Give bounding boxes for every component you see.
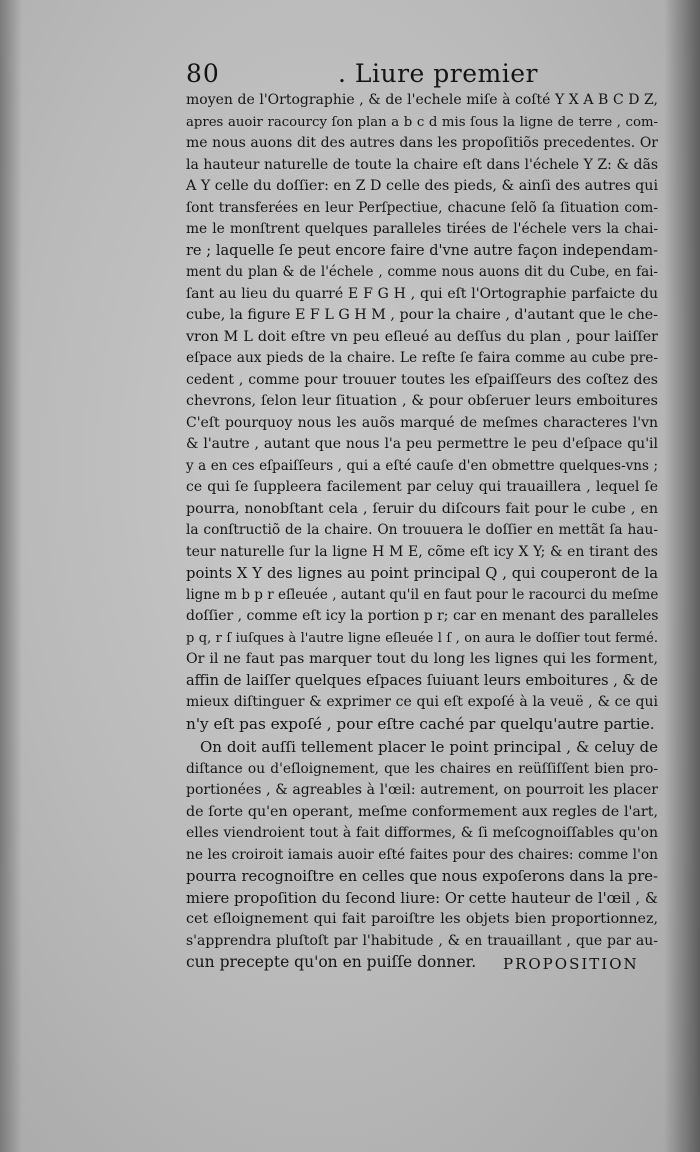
text-line: & l'autre , autant que nous l'a peu permettre le peu d'eſpace qu'il [186,436,658,452]
text-line: pourra recognoiſtre en celles que nous expoſerons dans la pre- [186,868,658,885]
text-line: s'apprendra pluſtoſt par l'habitude , & en trauaillant , que par au- [186,932,658,949]
text-line: miere propoſition du ſecond liure: Or cette hauteur de l'œil , & [186,889,658,907]
text-line: ce qui ſe ſuppleera facilement par celuy qui trauaillera , lequel ſe [186,479,658,495]
text-line: vron M L doit eſtre vn peu eſleué au deſſus du plan , pour laiſſer [186,328,658,345]
text-line: On doit auſſi tellement placer le point principal , & celuy de [200,738,658,756]
page-header [186,58,656,90]
text-line: cun precepte qu'on en puiſſe donner. [186,953,477,971]
text-line: cedent , comme pour trouuer toutes les eſpaiſſeurs des coſtez des [186,371,658,388]
text-line: de ſorte qu'en operant, meſme conformement aux regles de l'art, [186,803,658,820]
running-title: . Liure premier [338,59,538,88]
text-line: ſant au lieu du quarré E F G H , qui eſt l'Ortographie parfaicte du [186,285,658,302]
text-line: pourra, nonobſtant cela , ſeruir du diſcours fait pour le cube , en [186,500,658,517]
paragraph-2 [186,737,658,974]
text-line: apres auoir racourcy ſon plan a b c d mis ſous la ligne de terre , com- [186,114,658,130]
text-line: ne les croiroit iamais auoir eſté faites pour des chaires: comme l'on [186,846,658,863]
text-line: la conſtructiõ de la chaire. On trouuera le doſſier en mettãt ſa hau- [186,522,658,538]
text-line: points X Y des lignes au point principal Q , qui couperont de la [186,565,658,582]
text-line: diſtance ou d'eſloignement, que les chaires en reüſſiſſent bien pro- [186,760,658,777]
text-line: C'eſt pourquoy nous les auõs marqué de meſmes characteres l'vn [186,414,658,431]
text-line: cube, la figure E F L G H M , pour la chaire , d'autant que le che- [186,307,658,323]
text-line: Or il ne faut pas marquer tout du long les lignes qui les forment, [186,651,658,667]
page-number: 80 [186,59,220,88]
text-line: elles viendroient tout à fait difformes, & ſi meſcognoiſſables qu'on [186,825,658,841]
text-line: teur naturelle ſur la ligne H M E, cõme eſt icy X Y; & en tirant des [186,543,658,560]
catchword: PROPOSITION [503,955,639,973]
text-line: eſpace aux pieds de la chaire. Le reſte ſe faira comme au cube pre- [186,350,658,366]
text-line: me nous auons dit des autres dans les propoſitiõs precedentes. Or [186,135,658,151]
text-line: chevrons, ſelon leur ſituation , & pour obſeruer leurs emboitures [186,393,658,409]
text-line: me le monſtrent quelques paralleles tirées de l'échele vers la chai- [186,221,658,237]
text-line: y a en ces eſpaiſſeurs , qui a eſté cauſe d'en obmettre quelques-vns ; [186,457,658,474]
text-line: la hauteur naturelle de toute la chaire eſt dans l'échele Y Z: & dãs [186,156,658,173]
text-line: doſſier , comme eſt icy la portion p r; car en menant des paralleles [186,608,659,624]
paragraph-1 [186,90,658,735]
text-line: ligne m b p r eſleuée , autant qu'il en faut pour le racourci du meſme [186,586,659,603]
text-line: ment du plan & de l'échele , comme nous auons dit du Cube, en fai- [186,264,658,280]
body-text [186,90,658,974]
text-line: portionées , & agreables à l'œil: autrement, on pourroit les placer [186,782,658,798]
text-line: mieux diſtinguer & exprimer ce qui eſt expoſé à la veuë , & ce qui [186,694,658,710]
text-line: affin de laiſſer quelques eſpaces ſuiuant leurs emboitures , & de [186,672,658,689]
text-line: cet eſloignement qui fait paroiſtre les objets bien proportionnez, [186,911,658,927]
text-line: p q, r ſ iuſques à l'autre ligne eſleuée l ſ , on aura le doſſier tout fermé. [186,630,658,646]
text-line: moyen de l'Ortographie , & de l'echele miſe à coſté Y X A B C D Z, [186,92,658,108]
text-line: A Y celle du doſſier: en Z D celle des pieds, & ainſi des autres qui [186,178,659,194]
text-line: n'y eſt pas expoſé , pour eſtre caché par quelqu'autre partie. [186,714,655,733]
text-line: re ; laquelle ſe peut encore faire d'vne autre façon independam- [186,242,658,259]
text-line: ſont transferées en leur Perſpectiue, chacune ſelõ ſa ſituation com- [186,199,658,216]
